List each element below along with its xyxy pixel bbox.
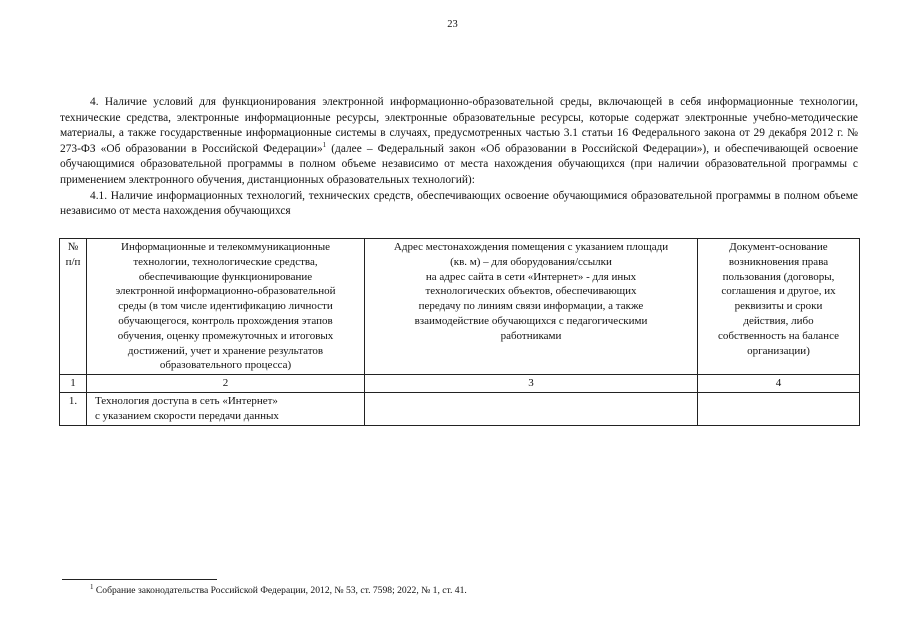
resources-table — [59, 238, 860, 426]
footnote-reference: 1 — [322, 140, 327, 149]
section-4-text: 4. Наличие условий для функционирования электронной информационно-образовательной среды, включающей в себя информационные технологии, технические средства, электронные информационные ресурсы, электронные образовательные ресурсы, которые содержат электронные учебно-методические материалы, а также государственные информационные системы в случаях, предусмотренных частью 3.1 статьи 16 Федерального закона от 29 декабря 2012 г. № 273-ФЗ «Об образовании в Российской Федерации» — [60, 96, 858, 155]
column-number-4: 4 — [698, 375, 860, 393]
footnote — [90, 582, 467, 597]
section-4-paragraph — [60, 95, 858, 189]
footnote-divider — [62, 579, 217, 580]
column-number-1: 1 — [60, 375, 87, 393]
row-number: 1. — [60, 392, 87, 425]
column-numbers-row — [60, 375, 860, 393]
header-document: Документ-основание возникновения права пользования (договоры, соглашения и другое, их реквизиты и сроки действия, либо собственность на балансе организации) — [698, 239, 860, 375]
row-address — [365, 392, 698, 425]
header-number: № п/п — [60, 239, 87, 375]
header-technologies: Информационные и телекоммуникационные технологии, технологические средства, обеспечивающие функционирование электронной информационно-образовательной среды (в том числе идентификацию личности обучающегося, контроль прохождения этапов обучения, оценку промежуточных и итоговых достижений, учет и хранение результатов образовательного процесса) — [87, 239, 365, 375]
page-number: 23 — [447, 19, 458, 30]
row-technology — [87, 392, 365, 425]
section-4-text-continued: (далее – Федеральный закон «Об образовании в Российской Федерации»), и обеспечивающей освоение обучающимися образовательной программы в полном объеме независимо от места нахождения обучающихся (при наличии образовательной программы с применением электронного обучения, дистанционных образовательных технологий): — [60, 142, 858, 186]
body-text — [60, 95, 858, 220]
table-header-row — [60, 239, 860, 375]
row-technology-line-1: Технология доступа в сеть «Интернет» — [95, 394, 278, 407]
header-address: Адрес местонахождения помещения с указанием площади (кв. м) – для оборудования/ссылки на адрес сайта в сети «Интернет» - для иных технологических объектов, обеспечивающих передачу по линиям связи информации, а также взаимодействие обучающихся с педагогическими работниками — [365, 239, 698, 375]
column-number-2: 2 — [87, 375, 365, 393]
footnote-marker: 1 — [90, 582, 94, 591]
column-number-3: 3 — [365, 375, 698, 393]
footnote-text: Собрание законодательства Российской Федерации, 2012, № 53, ст. 7598; 2022, № 1, ст. 41. — [93, 585, 467, 596]
row-technology-line-2: с указанием скорости передачи данных — [95, 409, 279, 422]
section-4-1-paragraph: 4.1. Наличие информационных технологий, технических средств, обеспечивающих освоение обучающимися образовательной программы в полном объеме независимо от места нахождения обучающихся — [60, 189, 858, 218]
table-row — [60, 392, 860, 425]
row-document — [698, 392, 860, 425]
